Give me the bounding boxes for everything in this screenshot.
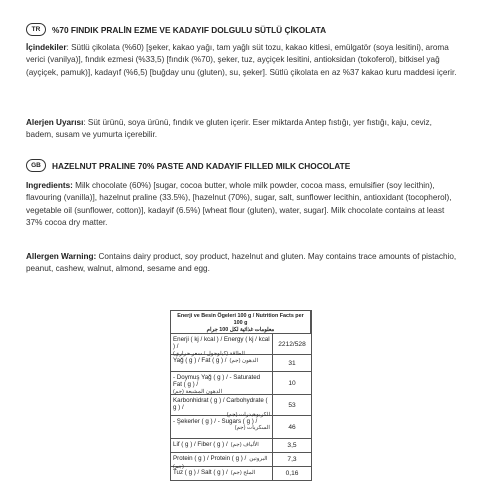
gb-allergen-label: Allergen Warning: — [26, 252, 97, 261]
nutrition-header-arabic: معلومات غذائية لكل 100 جرام — [206, 326, 275, 333]
nutrition-label-text: Enerji ( kj / kcal ) / Energy ( kj / kcal ) / — [173, 335, 270, 350]
nutrition-row-label — [171, 372, 273, 394]
nutrition-label-text: Protein ( g ) / Protein ( g ) / — [173, 454, 247, 462]
nutrition-row-value: 10 — [288, 379, 296, 387]
gb-allergen-text: Contains dairy product, soy product, hazelnut and gluten. May contains trace amounts of pistachio, peanut, cashew, walnut, almond, sesame and egg. — [26, 252, 457, 274]
nutrition-row-value: 31 — [288, 359, 296, 367]
gb-ingredients-label: Ingredients: — [26, 181, 73, 190]
nutrition-row — [171, 453, 311, 470]
nutrition-row-value: 2212/528 — [278, 340, 306, 348]
gb-header — [26, 159, 350, 172]
nutrition-row — [171, 467, 311, 480]
nutrition-row-label — [171, 395, 273, 418]
gb-allergen — [26, 251, 458, 276]
tr-ingredients-label: İçindekiler — [26, 43, 67, 52]
nutrition-row-label — [171, 453, 273, 470]
nutrition-row — [171, 334, 311, 355]
tr-ingredients-text: : Sütlü çikolata (%60) [şeker, kakao yağı, tam yağlı süt tozu, kakao kitlesi, emülgatör (soya lesitini), aroma verici (vanilya)], fındık ezmesi (%33,5) [fındık (%70), şeker, tuz, ayçiçek lesitini, antioksidan (tokoferol), bitkisel yağ (ayçiçek, pamuk)], kadayıf (%6,5) [buğday unu (gluten), su, şeker]. Sütlü çikolata en az %37 kakao kuru maddesi içerir. — [26, 43, 457, 77]
nutrition-label-text: - Şekerler ( g ) / - Sugars ( g ) / — [173, 417, 258, 425]
nutrition-label-arabic: الألياف (جم) — [230, 441, 259, 448]
nutrition-row-label — [171, 334, 273, 357]
nutrition-row — [171, 355, 311, 372]
nutrition-label-arabic: الكربوهيدرات (جم) — [226, 411, 270, 418]
nutrition-row-label — [171, 355, 273, 371]
nutrition-label-arabic: الطاقة (كيلوجول / سعر حراري) — [173, 350, 245, 357]
gb-title: HAZELNUT PRALINE 70% PASTE AND KADAYIF FILLED MILK CHOCOLATE — [52, 160, 351, 171]
tr-title: %70 FINDIK PRALİN EZME VE KADAYIF DOLGULU SÜTLÜ ÇİKOLATA — [52, 24, 327, 35]
nutrition-row — [171, 372, 311, 395]
nutrition-row — [171, 439, 311, 453]
nutrition-label-text: Tuz ( g ) / Salt ( g ) / — [173, 468, 228, 476]
tr-ingredients — [26, 42, 458, 79]
tr-badge: TR — [26, 23, 46, 36]
nutrition-rows — [171, 334, 311, 480]
gb-ingredients — [26, 180, 458, 230]
nutrition-label-arabic: السكريات (جم) — [234, 425, 270, 431]
nutrition-row — [171, 416, 311, 439]
nutrition-row — [171, 395, 311, 416]
tr-allergen-text: : Süt ürünü, soya ürünü, fındık ve gluten içerir. Eser miktarda Antep fıstığı, yer fıstığı, kaju, ceviz, badem, susam ve yumurta içerebilir. — [26, 118, 432, 140]
nutrition-label-text: Karbonhidrat ( g ) / Carbohydrate ( g ) / — [173, 396, 268, 411]
nutrition-row-label — [171, 439, 273, 452]
nutrition-row-value: 0,16 — [285, 470, 299, 477]
nutrition-row-label — [171, 416, 273, 438]
nutrition-label-arabic: الدهون (جم) — [229, 357, 259, 364]
gb-badge: GB — [26, 159, 46, 172]
nutrition-label-arabic: البروتين (جم) — [173, 455, 268, 470]
nutrition-label-arabic: الدهون المشبعة (جم) — [173, 388, 223, 395]
nutrition-row-value: 7,3 — [287, 456, 297, 463]
nutrition-row-value: 46 — [288, 423, 296, 431]
tr-allergen — [26, 117, 458, 142]
nutrition-table — [170, 310, 312, 481]
nutrition-row-value: 53 — [288, 401, 296, 409]
nutrition-label-arabic: الملح (جم) — [230, 469, 256, 476]
nutrition-label-text: Lif ( g ) / Fiber ( g ) / — [173, 440, 228, 448]
gb-ingredients-text: Milk chocolate (60%) [sugar, cocoa butter, whole milk powder, cocoa mass, emulsifier (soy lecithin), flavouring (vanilla)], hazelnut praline (33.5%), [hazelnut (70%), sugar, salt, sunflower lecithin, antioxidant (tocopherol), vegetable oil (sunflower, cotton)], kadayif (6.5%) [wheat flour (gluten), water, sugar]. Milk chocolate contains at least 37% cocoa dry matter. — [26, 181, 452, 228]
nutrition-label-text: Yağ ( g ) / Fat ( g ) / — [173, 356, 227, 364]
nutrition-header — [171, 311, 311, 334]
nutrition-label-text: - Doymuş Yağ ( g ) / - Saturated Fat ( g ) / — [173, 373, 261, 388]
nutrition-header-cell — [171, 311, 311, 333]
nutrition-row-value: 3,5 — [287, 442, 297, 449]
tr-header — [26, 23, 326, 36]
nutrition-header-text: Enerji ve Besin Ögeleri 100 g / Nutrition Facts per 100 g — [177, 313, 304, 326]
tr-allergen-label: Alerjen Uyarısı — [26, 118, 84, 127]
nutrition-row-label — [171, 467, 273, 480]
